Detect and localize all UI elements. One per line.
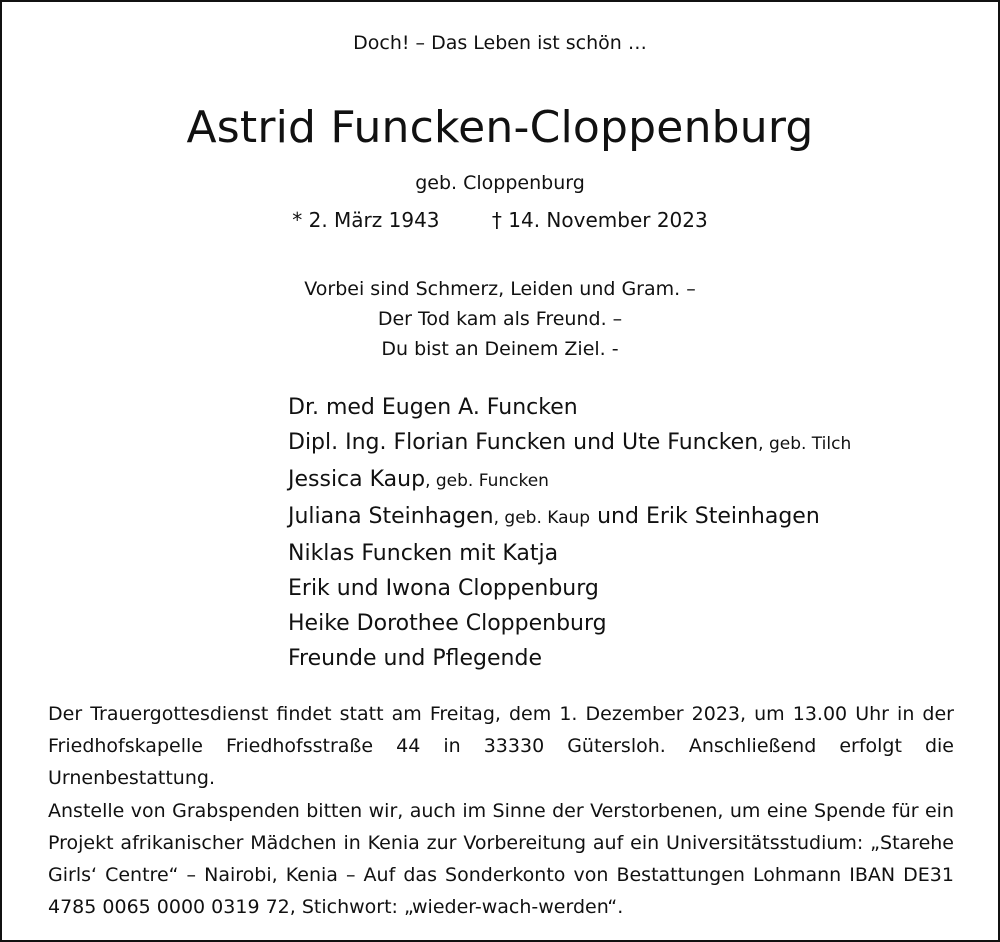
motto-text: Doch! – Das Leben ist schön … <box>353 32 647 54</box>
mourner-line <box>288 425 851 462</box>
mourner-name: Dr. med Eugen A. Funcken <box>288 395 578 420</box>
mourner-line <box>288 606 851 641</box>
mourner-birth-name: , geb. Tilch <box>758 434 852 454</box>
mourner-line <box>288 499 851 536</box>
death-date: † 14. November 2023 <box>491 208 708 232</box>
donation-info: Anstelle von Grabspenden bitten wir, auch im Sinne der Verstorbenen, um eine Spende für ein Projekt afrikanischer Mädchen in Kenia zur Vorbereitung auf ein Universitätsstudium: „Starehe Girls‘ Centre“ – Nairobi, Kenia – Auf das Sonderkonto von Bestattungen Lohmann IBAN DE31 4785 0065 0000 0319 72, Stichwort: „wieder-wach-werden“. <box>48 800 954 918</box>
mourner-name: Juliana Steinhagen <box>288 504 494 529</box>
poem-line: Vorbei sind Schmerz, Leiden und Gram. – <box>304 278 696 300</box>
mourner-name: und Erik Steinhagen <box>590 504 820 529</box>
poem <box>2 274 998 364</box>
poem-line: Der Tod kam als Freund. – <box>377 308 623 330</box>
deceased-name: Astrid Funcken-Cloppenburg <box>186 102 814 153</box>
mourners-list <box>288 390 851 676</box>
mourner-name: Niklas Funcken mit Katja <box>288 541 559 566</box>
mourner-birth-name: , geb. Funcken <box>425 471 549 491</box>
birth-date: * 2. März 1943 <box>292 208 440 232</box>
funeral-service-info: Der Trauergottesdienst findet statt am Freitag, dem 1. Dezember 2023, um 13.00 Uhr in der Friedhofskapelle Friedhofsstraße 44 in 33330 Gütersloh. Anschließend erfolgt die Urnenbestattung. <box>48 703 954 789</box>
mourner-name: Freunde und Pflegende <box>288 646 542 671</box>
mourner-name: Dipl. Ing. Florian Funcken und Ute Funcken <box>288 430 759 455</box>
mourner-line <box>288 641 851 676</box>
mourner-name: Heike Dorothee Cloppenburg <box>288 611 607 636</box>
mourner-name: Jessica Kaup <box>288 467 426 492</box>
mourner-line <box>288 390 851 425</box>
poem-line: Du bist an Deinem Ziel. - <box>381 338 619 360</box>
mourner-birth-name: , geb. Kaup <box>493 508 591 528</box>
mourner-line <box>288 462 851 499</box>
life-dates <box>2 208 998 232</box>
mourner-name: Erik und Iwona Cloppenburg <box>288 576 599 601</box>
birth-name: geb. Cloppenburg <box>415 172 585 194</box>
mourner-line <box>288 571 851 606</box>
mourner-line <box>288 536 851 571</box>
